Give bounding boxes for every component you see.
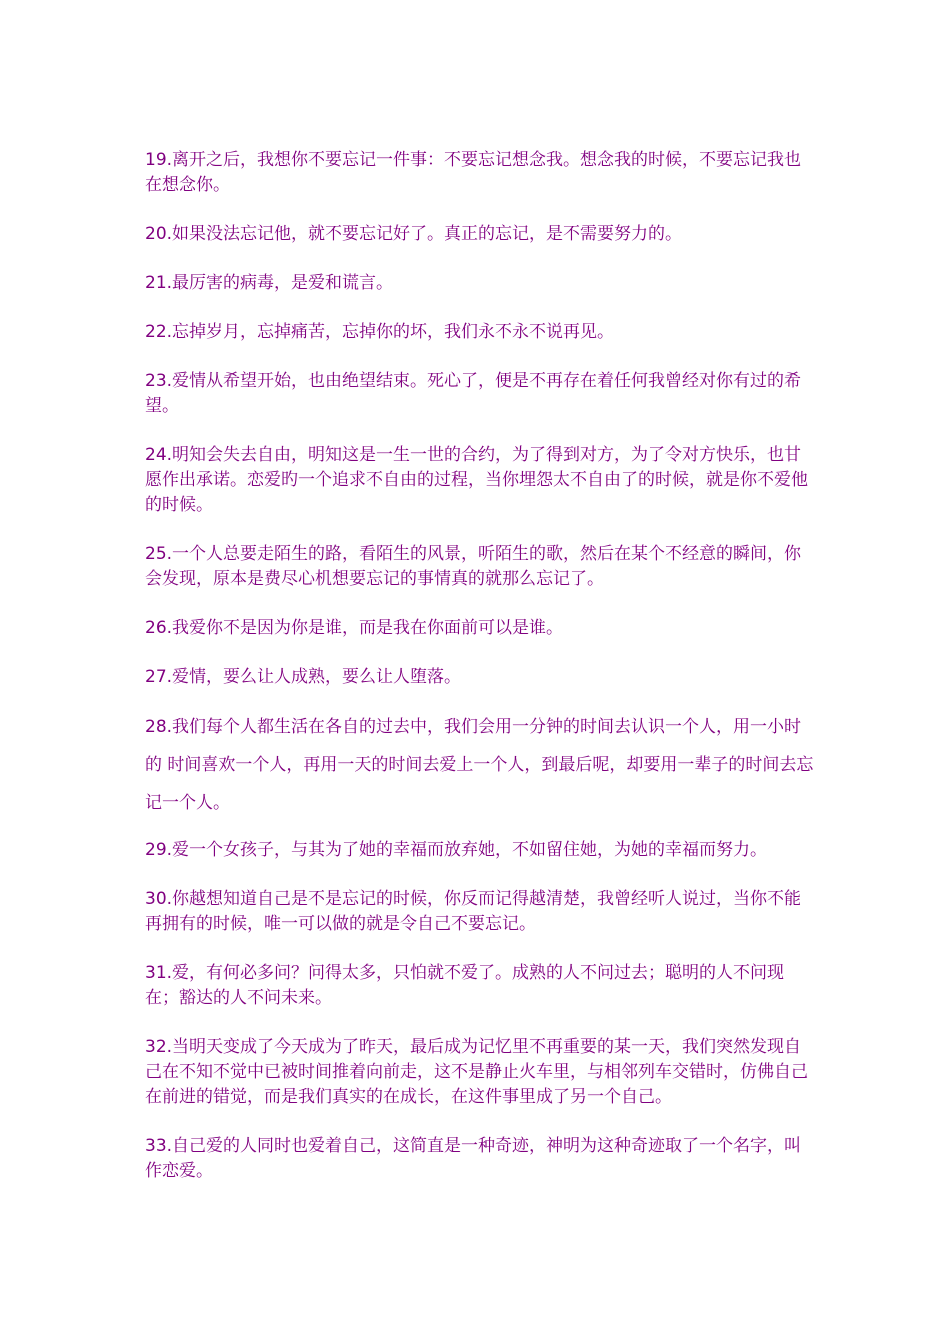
quote-text: 自己爱的人同时也爱着自己，这简直是一种奇迹，神明为这种奇迹取了一个名字，叫作恋爱。	[145, 1136, 802, 1181]
quote-number: 24.	[145, 445, 173, 465]
quote-number: 22.	[145, 322, 173, 342]
quote-number: 30.	[145, 889, 173, 909]
quote-text: 离开之后，我想你不要忘记一件事：不要忘记想念我。想念我的时候，不要忘记我也在想念你。	[145, 150, 802, 195]
quote-number: 27.	[145, 667, 173, 687]
quote-item	[145, 1035, 817, 1110]
quote-text: 你越想知道自己是不是忘记的时候，你反而记得越清楚，我曾经听人说过，当你不能再拥有的时候，唯一可以做的就是令自己不要忘记。	[145, 889, 802, 934]
quote-item	[145, 271, 817, 296]
quote-item	[145, 708, 817, 822]
quote-text: 明知会失去自由，明知这是一生一世的合约，为了得到对方，为了令对方快乐，也甘愿作出承诺。恋爱旳一个追求不自由的过程，当你埋怨太不自由了的时候，就是你不爱他的时候。	[145, 445, 808, 515]
quote-item	[145, 222, 817, 247]
quote-number: 33.	[145, 1136, 173, 1156]
quote-item	[145, 369, 817, 419]
quote-item	[145, 148, 817, 198]
quote-number: 20.	[145, 224, 173, 244]
quote-text: 如果没法忘记他，就不要忘记好了。真正的忘记，是不需要努力的。	[172, 224, 683, 244]
quote-number: 29.	[145, 840, 173, 860]
quote-text: 爱情，要么让人成熟，要么让人堕落。	[172, 667, 462, 687]
quote-text: 爱情从希望开始，也由绝望结束。死心了，便是不再存在着任何我曾经对你有过的希望。	[145, 371, 802, 416]
quote-text: 我爱你不是因为你是谁，而是我在你面前可以是谁。	[172, 618, 564, 638]
quote-item	[145, 443, 817, 518]
quote-number: 31.	[145, 963, 173, 983]
quote-text: 当明天变成了今天成为了昨天，最后成为记忆里不再重要的某一天，我们突然发现自己在不知不觉中已被时间推着向前走，这不是静止火车里，与相邻列车交错时，仿佛自己在前进的错觉，而是我们真实的在成长，在这件事里成了另一个自己。	[145, 1037, 808, 1107]
quote-number: 32.	[145, 1037, 173, 1057]
quote-item	[145, 1134, 817, 1184]
quote-text: 最厉害的病毒，是爱和谎言。	[172, 273, 394, 293]
quote-text: 爱一个女孩子，与其为了她的幸福而放弃她，不如留住她，为她的幸福而努力。	[172, 840, 768, 860]
quote-number: 26.	[145, 618, 173, 638]
quote-number: 23.	[145, 371, 173, 391]
quote-item	[145, 961, 817, 1011]
quote-item	[145, 542, 817, 592]
quote-number: 25.	[145, 544, 173, 564]
quote-text: 爱，有何必多问？问得太多，只怕就不爱了。成熟的人不问过去；聪明的人不问现在；豁达的人不问未来。	[145, 963, 785, 1008]
quote-number: 28.	[145, 717, 173, 737]
quote-text: 忘掉岁月，忘掉痛苦，忘掉你的坏，我们永不永不说再见。	[172, 322, 615, 342]
quote-text: 我们每个人都生活在各自的过去中，我们会用一分钟的时间去认识一个人，用一小时的 时间喜欢一个人，再用一天的时间去爱上一个人，到最后呢，却要用一辈子的时间去忘记一个人。	[145, 717, 814, 813]
quote-list	[145, 148, 817, 1208]
quote-number: 19.	[145, 150, 173, 170]
quote-item	[145, 616, 817, 641]
quote-item	[145, 838, 817, 863]
quote-item	[145, 665, 817, 690]
quote-item	[145, 320, 817, 345]
quote-item	[145, 887, 817, 937]
quote-number: 21.	[145, 273, 173, 293]
quote-text: 一个人总要走陌生的路，看陌生的风景，听陌生的歌，然后在某个不经意的瞬间，你会发现，原本是费尽心机想要忘记的事情真的就那么忘记了。	[145, 544, 802, 589]
